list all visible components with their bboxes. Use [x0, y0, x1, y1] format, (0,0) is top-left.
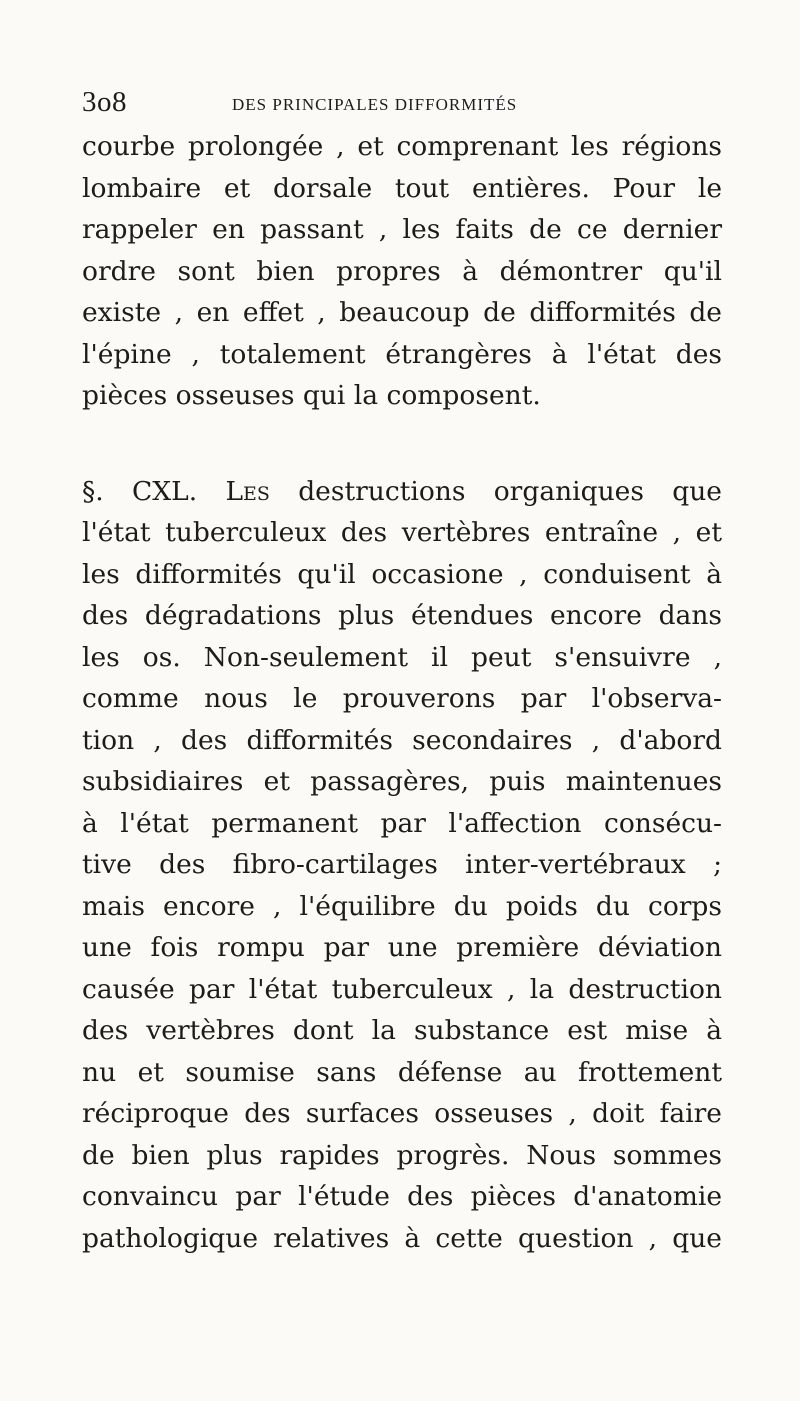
text-line: de bien plus rapides progrès. Nous sommes [82, 1139, 722, 1171]
text-line: des dégradations plus étendues encore dans [82, 600, 722, 631]
body-text [82, 126, 722, 1259]
paragraph-2 [82, 471, 722, 1260]
text-line: tion , des difformités secondaires , d'abord [82, 724, 722, 756]
text-line: les difformités qu'il occasione , conduisent à [82, 558, 722, 590]
text-line: existe , en effet , beaucoup de difformités de [82, 297, 722, 328]
text-line: causée par l'état tuberculeux , la destruction [82, 973, 722, 1005]
paragraph-1 [82, 126, 722, 417]
section-first-line-rest: destructions organiques que [298, 475, 722, 507]
text-line: une fois rompu par une première déviation [82, 932, 722, 963]
paragraph-gap [82, 417, 722, 471]
page-header [82, 86, 732, 126]
text-line: à l'état permanent par l'affection consécu- [82, 807, 722, 839]
text-line: subsidiaires et passagères, puis maintenues [82, 766, 722, 797]
section-mark: §. CXL. [82, 475, 198, 507]
running-head: DES PRINCIPALES DIFFORMITÉS [232, 95, 518, 114]
text-line: comme nous le prouverons par l'observa- [82, 683, 722, 714]
text-line: réciproque des surfaces osseuses , doit faire [82, 1098, 722, 1129]
page-number: 3o8 [82, 86, 127, 118]
text-line: les os. Non-seulement il peut s'ensuivre , [82, 641, 722, 673]
text-line: tive des fibro-cartilages inter-vertébraux ; [82, 849, 722, 880]
text-line: lombaire et dorsale tout entières. Pour le [82, 172, 722, 204]
section-first-word: Les [225, 475, 270, 507]
text-line: pièces osseuses qui la composent. [82, 380, 541, 411]
text-line: l'épine , totalement étrangères à l'état des [82, 338, 722, 370]
text-line: courbe prolongée , et comprenant les régions [82, 131, 722, 162]
text-line: nu et soumise sans défense au frottement [82, 1056, 722, 1088]
section-first-line [82, 471, 722, 513]
text-line: pathologique relatives à cette question , que [82, 1222, 722, 1254]
text-line: mais encore , l'équilibre du poids du corps [82, 890, 722, 922]
text-line: des vertèbres dont la substance est mise à [82, 1015, 722, 1046]
text-line: rappeler en passant , les faits de ce dernier [82, 214, 722, 245]
text-line: l'état tuberculeux des vertèbres entraîne , et [82, 517, 722, 548]
text-line: convaincu par l'étude des pièces d'anatomie [82, 1181, 722, 1212]
text-line: ordre sont bien propres à démontrer qu'il [82, 255, 722, 287]
